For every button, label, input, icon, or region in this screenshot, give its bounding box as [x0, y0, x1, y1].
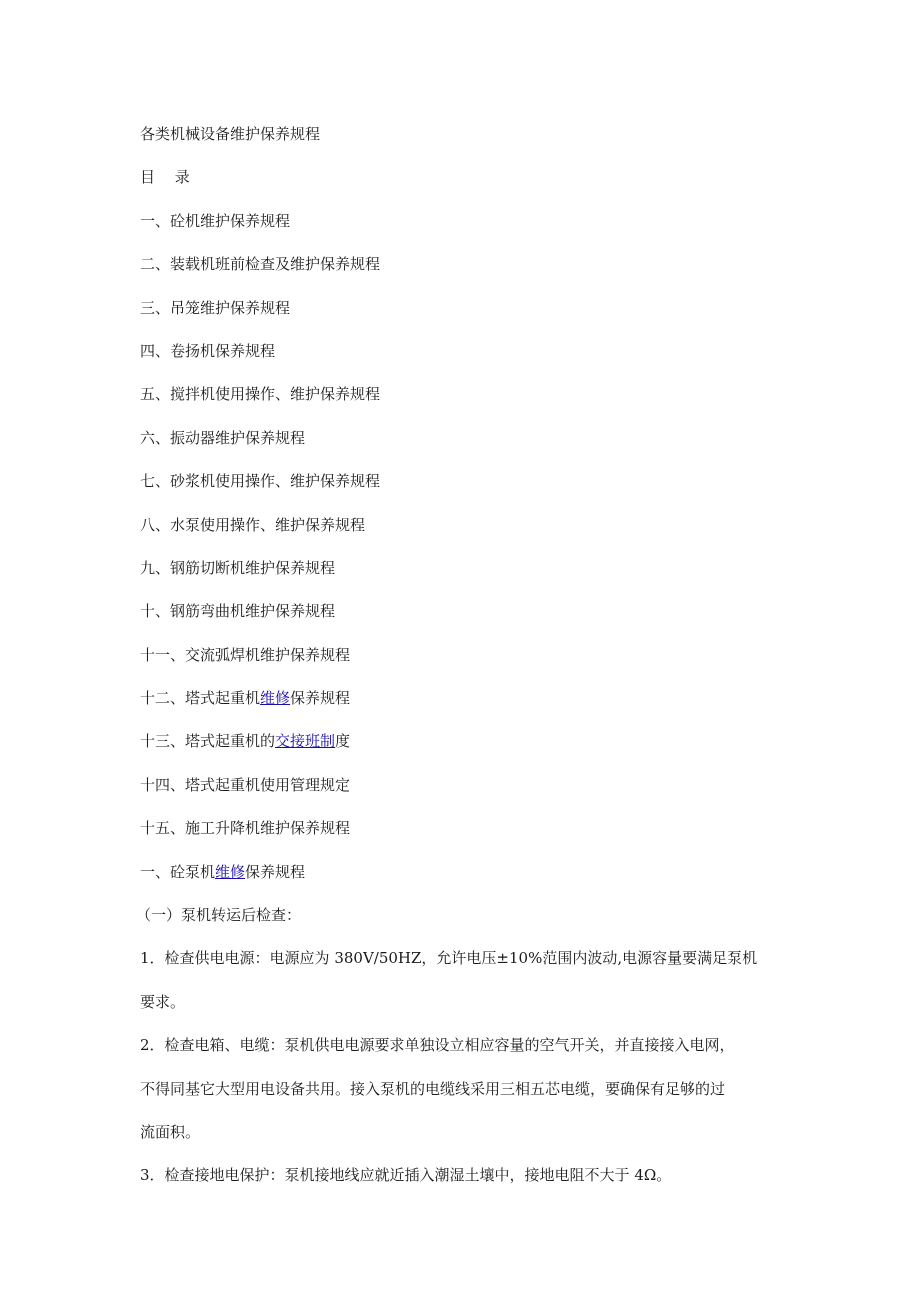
toc-item-text: 十、钢筋弯曲机维护保养规程 — [140, 602, 336, 621]
toc-item-text: 度 — [335, 732, 351, 751]
toc-item-text: 十三、塔式起重机的 — [140, 732, 276, 751]
toc-item-10[interactable] — [140, 599, 780, 642]
toc-link-repair[interactable]: 维修 — [260, 689, 291, 708]
toc-item-text: 保养规程 — [290, 689, 351, 708]
toc-item-text: 十四、塔式起重机使用管理规定 — [140, 775, 351, 794]
toc-item-text: 九、钢筋切断机维护保养规程 — [140, 558, 336, 577]
toc-item-7[interactable] — [140, 469, 780, 512]
item-2-line-2: 不得同基它大型用电设备共用。接入泵机的电缆线采用三相五芯电缆，要确保有足够的过 — [140, 1079, 726, 1098]
section-link-repair[interactable]: 维修 — [215, 862, 246, 881]
toc-item-text: 六、振动器维护保养规程 — [140, 428, 306, 447]
item-1-line-2: 要求。 — [140, 992, 186, 1011]
toc-link-shift-handover[interactable]: 交接班制 — [275, 732, 336, 751]
item-1-line-1: 1．检查供电电源：电源应为 380V/50HZ，允许电压±10%范围内波动,电源容量要满足泵机 — [140, 949, 758, 968]
toc-item-text: 十五、施工升降机维护保养规程 — [140, 819, 351, 838]
section-heading-text: 保养规程 — [245, 862, 306, 881]
toc-item-8[interactable] — [140, 513, 780, 556]
item-2-line-3: 流面积。 — [140, 1122, 201, 1141]
toc-item-text: 四、卷扬机保养规程 — [140, 341, 276, 360]
item-3-line-1: 3．检查接地电保护：泵机接地线应就近插入潮湿土壤中，接地电阻不大于 4Ω。 — [140, 1166, 672, 1185]
section-heading-1 — [140, 860, 780, 903]
toc-item-13[interactable] — [140, 729, 780, 772]
toc-item-text: 五、搅拌机使用操作、维护保养规程 — [140, 385, 381, 404]
toc-item-11[interactable] — [140, 643, 780, 686]
toc-item-15[interactable] — [140, 816, 780, 859]
subsection-heading: （一）泵机转运后检查： — [136, 906, 302, 925]
item-2-line-1: 2．检查电箱、电缆：泵机供电电源要求单独设立相应容量的空气开关，并直接接入电网， — [140, 1036, 735, 1055]
toc-item-text: 七、砂浆机使用操作、维护保养规程 — [140, 472, 381, 491]
toc-item-text: 三、吊笼维护保养规程 — [140, 298, 291, 317]
toc-item-text: 十二、塔式起重机 — [140, 689, 261, 708]
toc-item-2[interactable] — [140, 252, 780, 295]
toc-item-12[interactable] — [140, 686, 780, 729]
toc-item-5[interactable] — [140, 382, 780, 425]
toc-item-text: 十一、交流弧焊机维护保养规程 — [140, 645, 351, 664]
toc-item-6[interactable] — [140, 426, 780, 469]
toc-item-4[interactable] — [140, 339, 780, 382]
toc-item-14[interactable] — [140, 773, 780, 816]
toc-item-9[interactable] — [140, 556, 780, 599]
toc-item-1[interactable] — [140, 209, 780, 252]
toc-item-3[interactable] — [140, 296, 780, 339]
toc-item-text: 一、砼机维护保养规程 — [140, 211, 291, 230]
toc-item-text: 二、装载机班前检查及维护保养规程 — [140, 255, 381, 274]
section-heading-text: 一、砼泵机 — [140, 862, 216, 881]
document-page — [136, 122, 780, 1207]
toc-item-text: 八、水泵使用操作、维护保养规程 — [140, 515, 366, 534]
toc-heading: 目 录 — [140, 168, 190, 187]
document-title: 各类机械设备维护保养规程 — [140, 125, 321, 143]
